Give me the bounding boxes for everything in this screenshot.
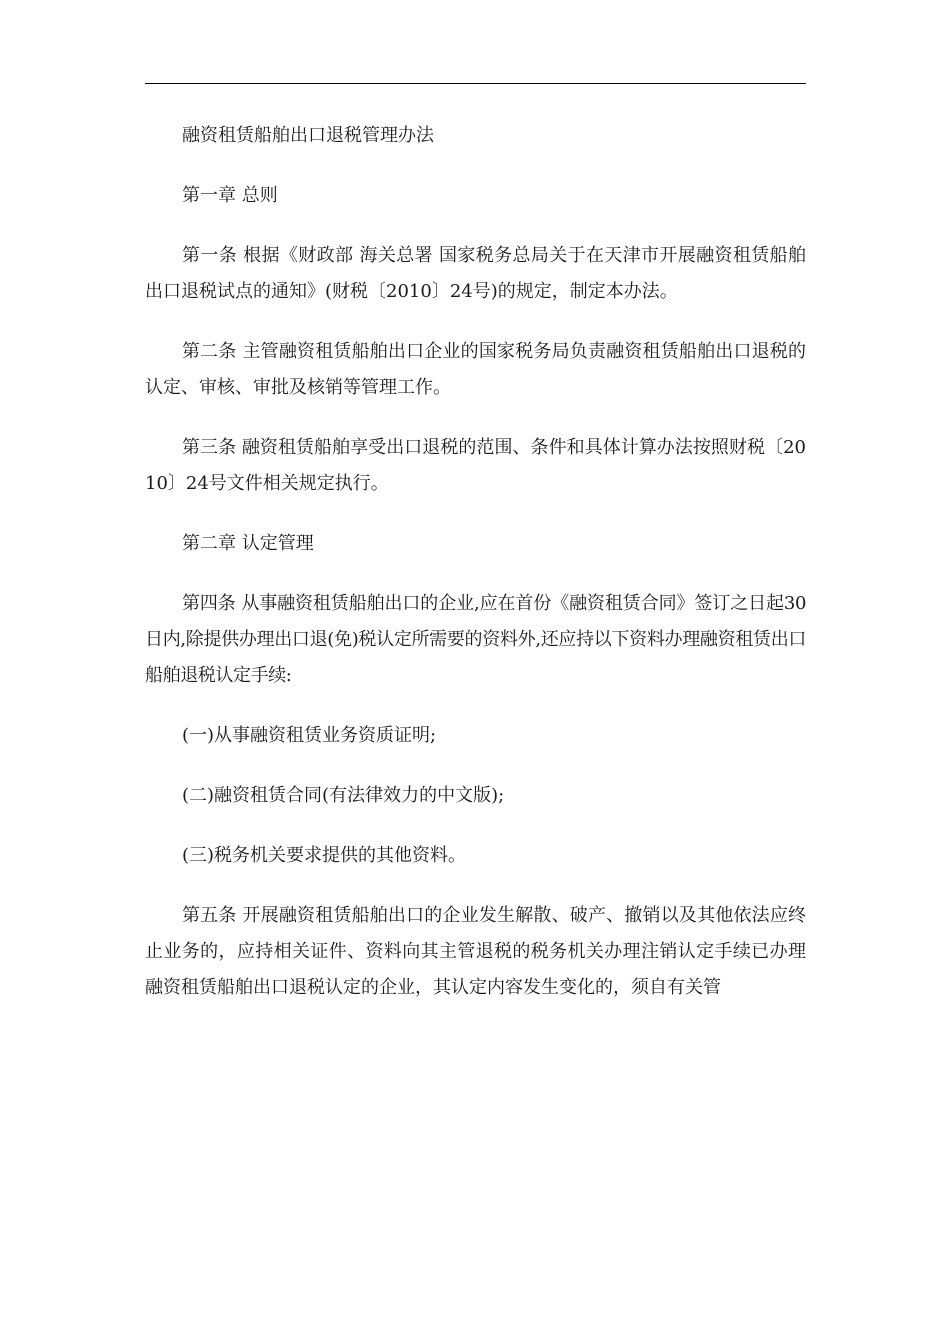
article-1: 第一条 根据《财政部 海关总署 国家税务总局关于在天津市开展融资租赁船舶出口退税试点的通知》(财税〔2010〕24号)的规定，制定本办法。 bbox=[145, 245, 806, 302]
article-4-item-1: (一)从事融资租赁业务资质证明; bbox=[182, 725, 437, 746]
document-body bbox=[145, 118, 806, 1030]
article-4-item-3: (三)税务机关要求提供的其他资料。 bbox=[182, 845, 467, 866]
article-4-item-2: (二)融资租赁合同(有法律效力的中文版); bbox=[182, 785, 505, 806]
chapter-1-heading: 第一章 总则 bbox=[182, 185, 278, 206]
article-4: 第四条 从事融资租赁船舶出口的企业,应在首份《融资租赁合同》签订之日起30日内,除提供办理出口退(免)税认定所需要的资料外,还应持以下资料办理融资租赁出口船舶退税认定手续: bbox=[145, 593, 806, 686]
article-5: 第五条 开展融资租赁船舶出口的企业发生解散、破产、撤销以及其他依法应终止业务的，应持相关证件、资料向其主管退税的税务机关办理注销认定手续已办理融资租赁船舶出口退税认定的企业，其认定内容发生变化的，须自有关管 bbox=[145, 905, 806, 998]
chapter-2-heading: 第二章 认定管理 bbox=[182, 533, 314, 554]
article-2: 第二条 主管融资租赁船舶出口企业的国家税务局负责融资租赁船舶出口退税的认定、审核、审批及核销等管理工作。 bbox=[145, 341, 806, 398]
document-title: 融资租赁船舶出口退税管理办法 bbox=[182, 125, 434, 146]
header-rule bbox=[145, 83, 806, 84]
article-3: 第三条 融资租赁船舶享受出口退税的范围、条件和具体计算办法按照财税〔2010〕24号文件相关规定执行。 bbox=[145, 437, 806, 494]
